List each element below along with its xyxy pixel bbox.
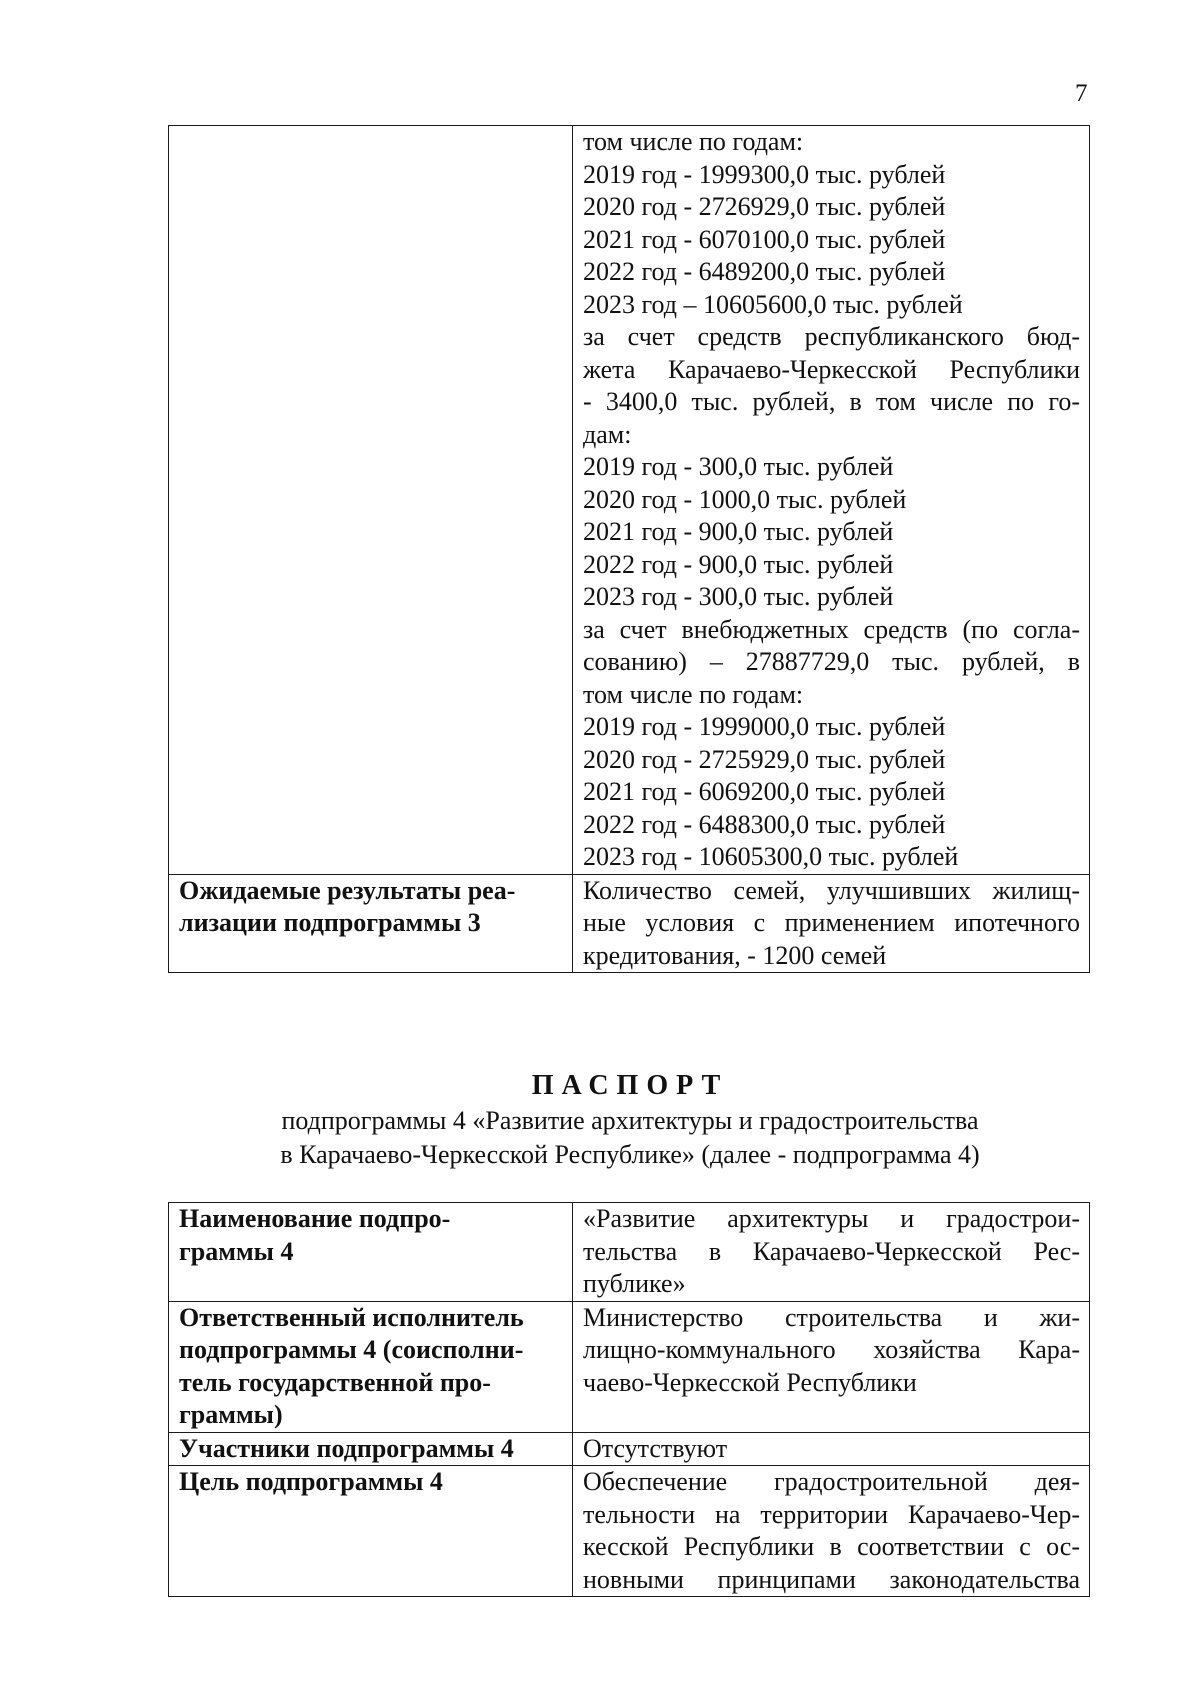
passport-title: ПАСПОРТ [531, 1070, 729, 1101]
text-line: 2020 год - 2725929,0 тыс. рублей [583, 744, 946, 774]
text-line: публике» [583, 1269, 686, 1298]
text-line: тель государственной про- [179, 1367, 491, 1397]
goal-label-cell [169, 1466, 573, 1597]
text-line: лищно-коммунального хозяйства Кара- [583, 1335, 1080, 1364]
text-line: Министерство строительства и жи- [583, 1302, 1080, 1332]
text-line: жета Карачаево-Черкесской Республики [583, 354, 1080, 384]
text-line: 2023 год – 10605600,0 тыс. рублей [583, 289, 963, 319]
text-line: дам: [583, 419, 632, 449]
executor-value-cell [573, 1301, 1090, 1432]
text-line: 2019 год - 1999300,0 тыс. рублей [583, 159, 946, 189]
text-line: 2021 год - 900,0 тыс. рублей [583, 517, 894, 546]
text-line: новными принципами законодательства [583, 1564, 1080, 1594]
results-label-cell [169, 874, 573, 973]
table-row [169, 874, 1090, 973]
text-line: тельности на территории Карачаево-Чер- [583, 1499, 1080, 1529]
goal-value-cell [573, 1466, 1090, 1597]
text-line: 2020 год - 2726929,0 тыс. рублей [583, 192, 946, 221]
text-line: Отсутствуют [583, 1433, 728, 1463]
text-line: чаево-Черкесской Республики [583, 1367, 917, 1397]
participants-label-cell [169, 1432, 573, 1466]
text-line: Участники подпрограммы 4 [179, 1433, 514, 1463]
text-line: Наименование подпро- [179, 1204, 451, 1233]
text-line: «Развитие архитектуры и градострои- [583, 1204, 1080, 1233]
text-line: граммы) [179, 1400, 283, 1429]
text-line: лизации подпрограммы 3 [179, 908, 481, 937]
text-line: за счет средств республиканского бюд- [583, 322, 1080, 351]
table-row [169, 126, 1090, 875]
text-line: подпрограммы 4 (соисполни- [179, 1335, 524, 1364]
text-line: 2020 год - 1000,0 тыс. рублей [583, 484, 907, 514]
funding-table [168, 125, 1090, 973]
text-line: Количество семей, улучшивших жилищ- [583, 875, 1080, 905]
text-line: ные условия с применением ипотечного [583, 908, 1080, 937]
text-line: 2019 год - 1999000,0 тыс. рублей [583, 712, 946, 741]
executor-label-cell [169, 1301, 573, 1432]
text-line: 2022 год - 900,0 тыс. рублей [583, 549, 894, 579]
passport-heading [0, 1068, 1200, 1172]
text-line: 2022 год - 6488300,0 тыс. рублей [583, 809, 946, 839]
name-label-cell [169, 1203, 573, 1302]
participants-value-cell [573, 1432, 1090, 1466]
text-line: Ожидаемые результаты реа- [179, 875, 516, 905]
text-line: Ответственный исполнитель [179, 1302, 524, 1332]
passport-subtitle-line: в Карачаево-Черкесской Республике» (далее - подпрограмма 4) [280, 1140, 980, 1169]
passport-subtitle-line: подпрограммы 4 «Развитие архитектуры и градостроительства [281, 1106, 979, 1135]
text-line: 2021 год - 6069200,0 тыс. рублей [583, 777, 946, 806]
table-row [169, 1466, 1090, 1597]
text-line: сованию) – 27887729,0 тыс. рублей, в [583, 647, 1080, 676]
table-row [169, 1301, 1090, 1432]
text-line: 2021 год - 6070100,0 тыс. рублей [583, 224, 946, 254]
text-line: граммы 4 [179, 1236, 294, 1266]
text-line: Цель подпрограммы 4 [179, 1467, 443, 1496]
results-value-cell [573, 874, 1090, 973]
table-row [169, 1203, 1090, 1302]
funding-cell [573, 126, 1090, 875]
text-line: кесской Республики в соответствии с ос- [583, 1532, 1080, 1561]
table-row [169, 1432, 1090, 1466]
text-line: Обеспечение градостроительной дея- [583, 1467, 1080, 1496]
text-line: 2023 год - 300,0 тыс. рублей [583, 582, 894, 611]
text-line: тельства в Карачаево-Черкесской Рес- [583, 1236, 1080, 1266]
table-cell-empty [169, 126, 573, 875]
text-line: том числе по годам: [583, 679, 804, 709]
text-line: 2019 год - 300,0 тыс. рублей [583, 452, 894, 481]
passport-table [168, 1202, 1090, 1597]
text-line: том числе по годам: [583, 127, 804, 156]
name-value-cell [573, 1203, 1090, 1302]
page-number: 7 [1075, 80, 1088, 107]
text-line: 2023 год - 10605300,0 тыс. рублей [583, 842, 959, 871]
text-line: - 3400,0 тыс. рублей, в том числе по го- [583, 387, 1080, 416]
text-line: 2022 год - 6489200,0 тыс. рублей [583, 257, 946, 286]
text-line: кредитования, - 1200 семей [583, 940, 887, 970]
text-line: за счет внебюджетных средств (по согла- [583, 614, 1080, 644]
